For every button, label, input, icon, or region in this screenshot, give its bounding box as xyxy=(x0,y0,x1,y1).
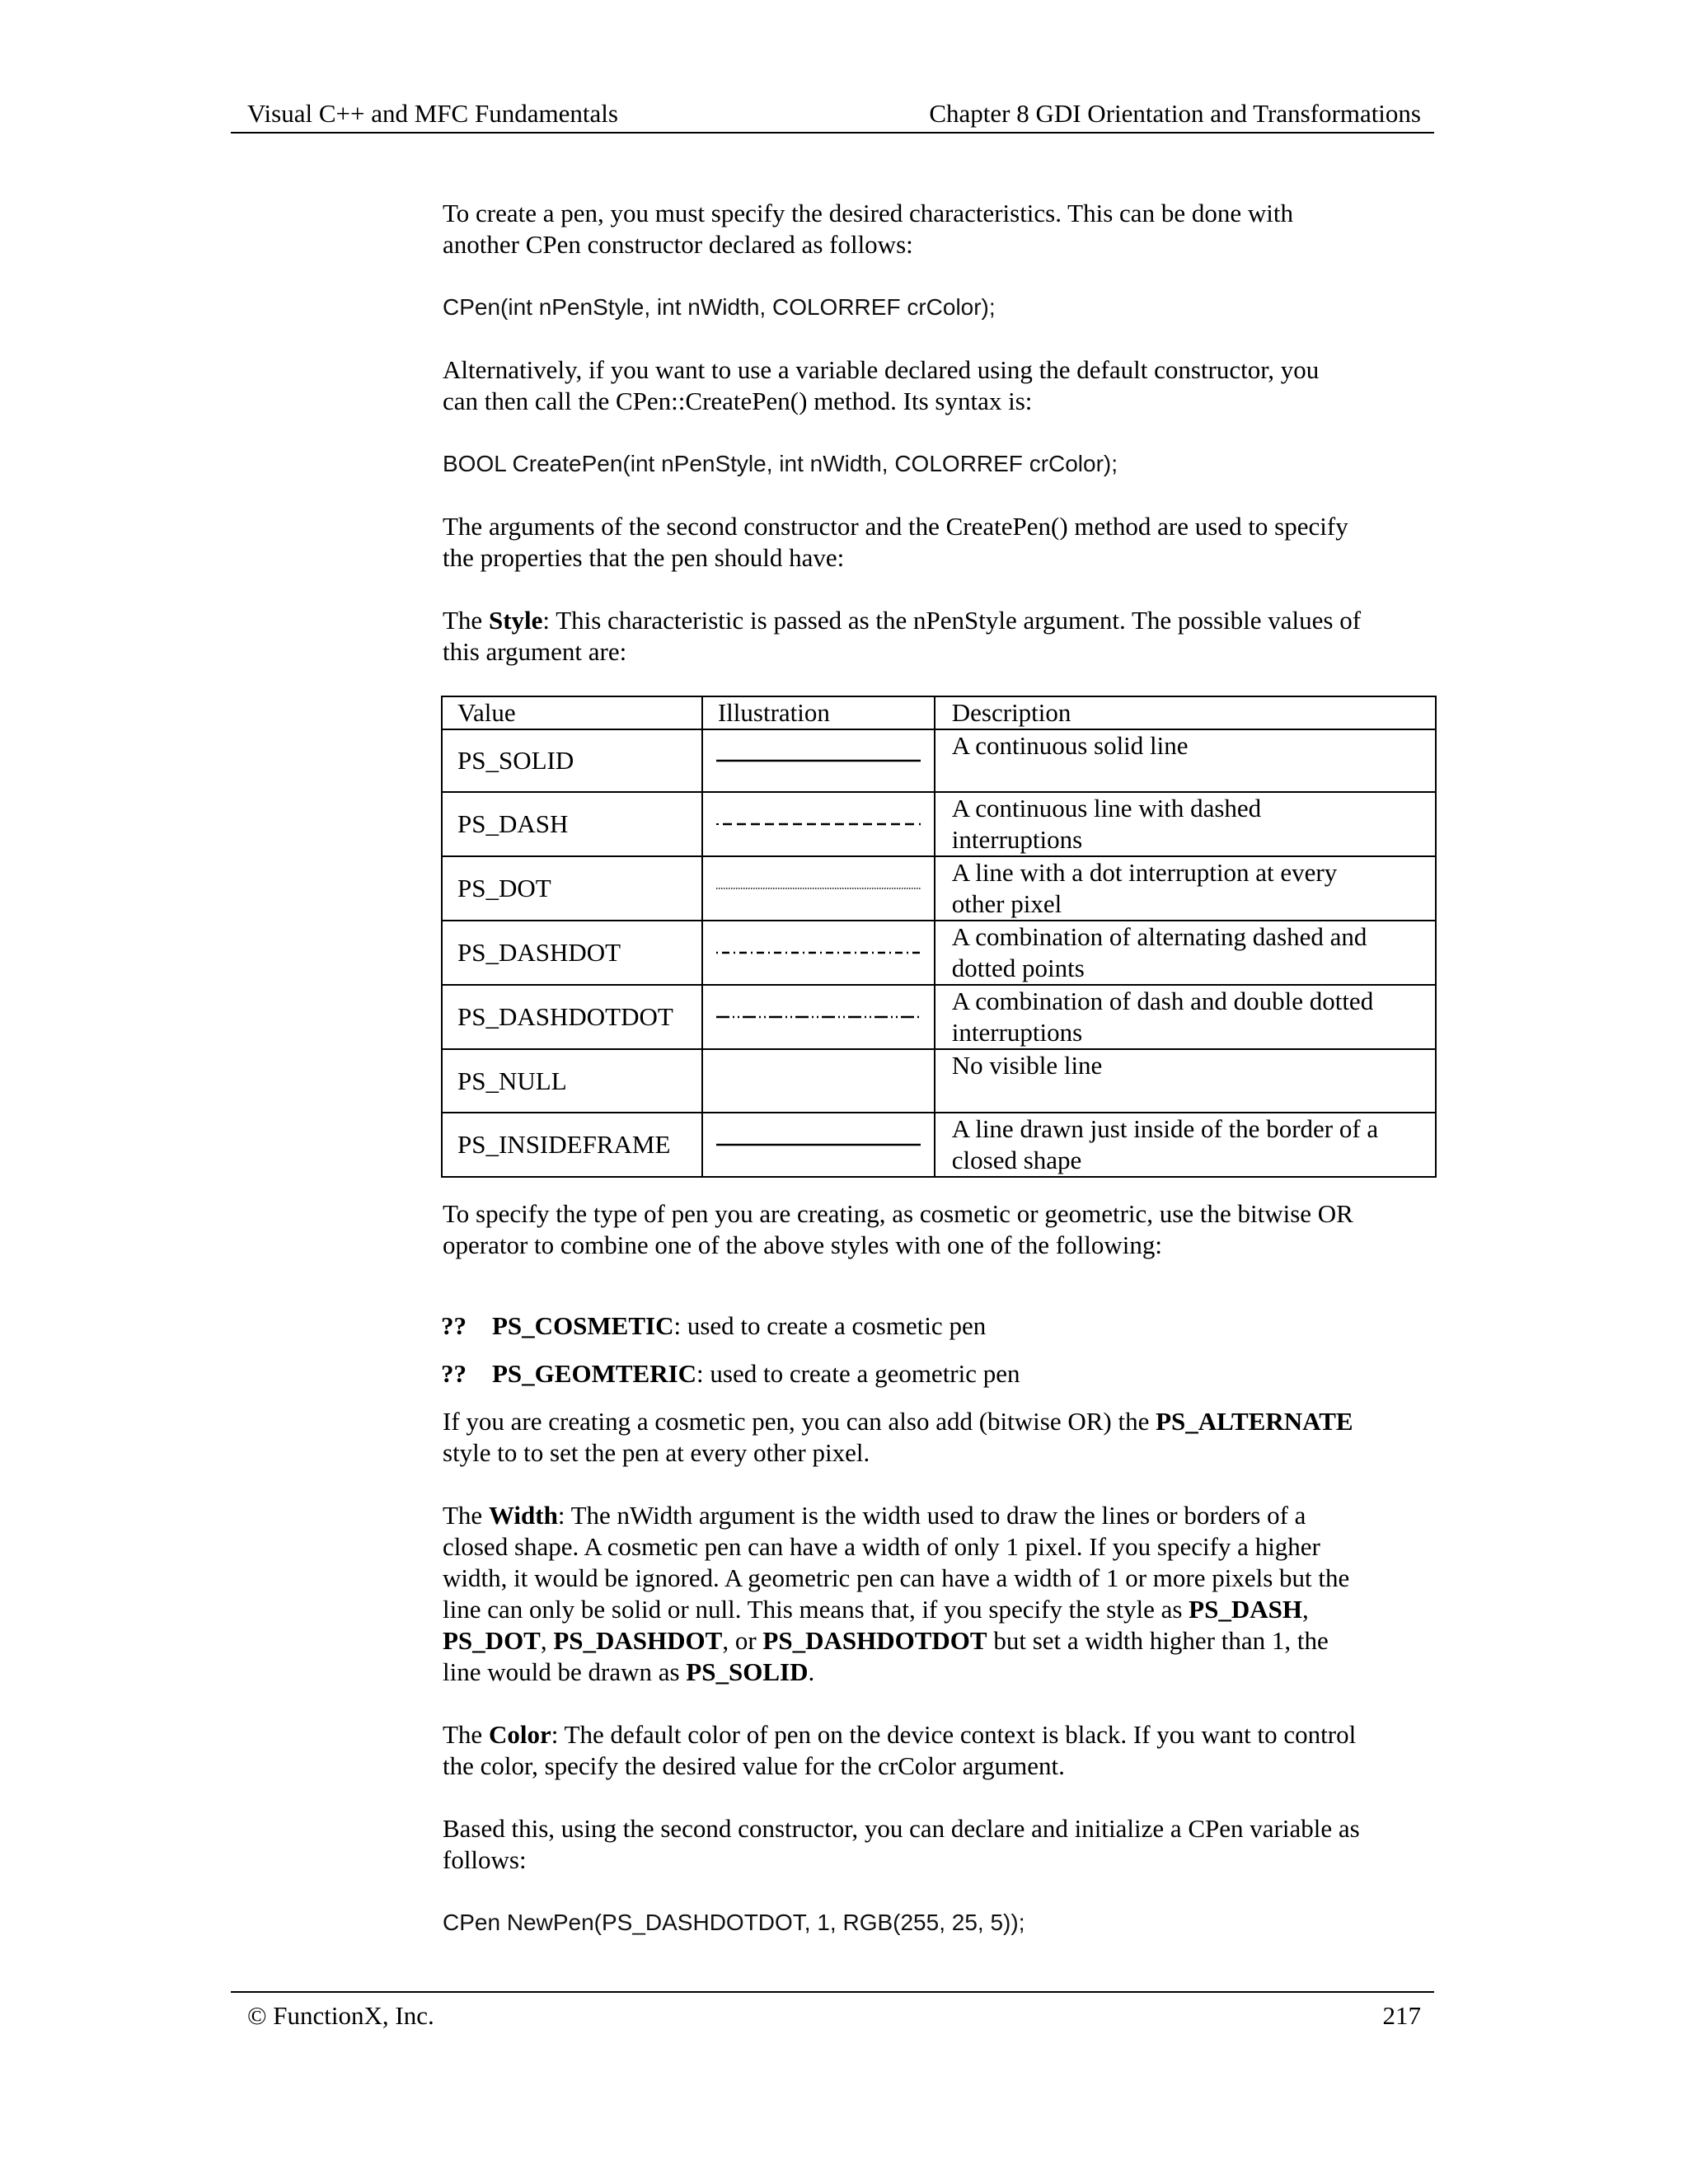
width-line-1: The Width: The nWidth argument is the width used to draw the lines or borders of a xyxy=(443,1501,1306,1530)
width-line-4: line can only be solid or null. This means that, if you specify the style as PS_DASH, xyxy=(443,1595,1309,1624)
row-value: PS_SOLID xyxy=(442,729,702,792)
width-line-6: line would be drawn as PS_SOLID. xyxy=(443,1657,815,1686)
pen-styles-table xyxy=(441,696,1437,1178)
cosmetic-intro-line-1: To specify the type of pen you are creating, as cosmetic or geometric, use the bitwise OR xyxy=(443,1199,1353,1228)
based-line-2: follows: xyxy=(443,1845,527,1874)
arguments-paragraph xyxy=(443,511,1440,574)
bullet-mark: ?? xyxy=(441,1359,467,1388)
row-value: PS_NULL xyxy=(442,1049,702,1113)
row-description: A continuous line with dashed interruptions xyxy=(935,792,1436,856)
illustration-dashdot xyxy=(702,921,935,985)
cosmetic-intro-paragraph xyxy=(443,1198,1440,1261)
illustration-dot xyxy=(702,856,935,921)
alternate-line-2: style to to set the pen at every other pixel. xyxy=(443,1438,870,1467)
alternative-paragraph xyxy=(443,354,1440,417)
header-description: Description xyxy=(935,696,1436,729)
color-line-1: The Color: The default color of pen on the device context is black. If you want to control xyxy=(443,1720,1357,1749)
illustration-null xyxy=(702,1049,935,1113)
based-paragraph xyxy=(443,1813,1440,1876)
table-row xyxy=(442,921,1436,985)
style-line-1: The Style: This characteristic is passed as the nPenStyle argument. The possible values of xyxy=(443,606,1362,635)
row-value: PS_DASHDOT xyxy=(442,921,702,985)
header-value: Value xyxy=(442,696,702,729)
row-description: A combination of dash and double dotted interruptions xyxy=(935,985,1436,1049)
row-value: PS_DASHDOTDOT xyxy=(442,985,702,1049)
intro-paragraph xyxy=(443,198,1440,260)
color-paragraph xyxy=(443,1719,1440,1782)
width-line-3: width, it would be ignored. A geometric pen can have a width of 1 or more pixels but the xyxy=(443,1563,1350,1592)
args-line-2: the properties that the pen should have: xyxy=(443,543,845,572)
illustration-solid xyxy=(702,729,935,792)
row-value: PS_DASH xyxy=(442,792,702,856)
illustration-insideframe xyxy=(702,1113,935,1177)
table-row xyxy=(442,729,1436,792)
code-line: CPen(int nPenStyle, int nWidth, COLORREF crColor); xyxy=(443,294,996,320)
width-line-2: closed shape. A cosmetic pen can have a width of only 1 pixel. If you specify a higher xyxy=(443,1532,1320,1561)
code-line: BOOL CreatePen(int nPenStyle, int nWidth, COLORREF crColor); xyxy=(443,451,1118,476)
bullet-geometric: ?? PS_GEOMTERIC: used to create a geometric pen xyxy=(441,1359,1020,1388)
style-paragraph xyxy=(443,605,1440,668)
alt-line-1: Alternatively, if you want to use a variable declared using the default constructor, you xyxy=(443,355,1320,384)
cosmetic-intro-line-2: operator to combine one of the above styles with one of the following: xyxy=(443,1230,1162,1259)
row-description: A combination of alternating dashed and dotted points xyxy=(935,921,1436,985)
header-illustration: Illustration xyxy=(702,696,935,729)
table-header-row xyxy=(442,696,1436,729)
table-row xyxy=(442,1049,1436,1113)
alt-line-2: can then call the CPen::CreatePen() method. Its syntax is: xyxy=(443,387,1033,415)
width-line-5: PS_DOT, PS_DASHDOT, or PS_DASHDOTDOT but set a width higher than 1, the xyxy=(443,1626,1329,1655)
style-line-2: this argument are: xyxy=(443,637,627,666)
illustration-dash xyxy=(702,792,935,856)
page-number: 217 xyxy=(1382,2001,1421,2030)
alternate-paragraph xyxy=(443,1406,1440,1469)
page-header xyxy=(231,97,1434,134)
table-row xyxy=(442,792,1436,856)
code-constructor xyxy=(443,292,1440,323)
bullet-mark: ?? xyxy=(441,1311,467,1340)
row-value: PS_INSIDEFRAME xyxy=(442,1113,702,1177)
intro-line-1: To create a pen, you must specify the desired characteristics. This can be done with xyxy=(443,199,1293,227)
based-line-1: Based this, using the second constructor, you can declare and initialize a CPen variable as xyxy=(443,1814,1360,1843)
alternate-line-1: If you are creating a cosmetic pen, you can also add (bitwise OR) the PS_ALTERNATE xyxy=(443,1407,1353,1436)
table-row xyxy=(442,1113,1436,1177)
row-description: A line with a dot interruption at every other pixel xyxy=(935,856,1436,921)
row-description: No visible line xyxy=(935,1049,1436,1113)
row-description: A line drawn just inside of the border of a closed shape xyxy=(935,1113,1436,1177)
illustration-dashdotdot xyxy=(702,985,935,1049)
copyright: © FunctionX, Inc. xyxy=(247,2001,434,2030)
color-line-2: the color, specify the desired value for the crColor argument. xyxy=(443,1751,1065,1780)
row-value: PS_DOT xyxy=(442,856,702,921)
table-row xyxy=(442,985,1436,1049)
page-footer xyxy=(231,1991,1434,2030)
chapter-title: Chapter 8 GDI Orientation and Transformations xyxy=(929,99,1421,128)
code-newpen xyxy=(443,1907,1440,1938)
bullet-cosmetic: ?? PS_COSMETIC: used to create a cosmetic pen xyxy=(441,1311,987,1340)
intro-line-2: another CPen constructor declared as follows: xyxy=(443,230,913,259)
args-line-1: The arguments of the second constructor and the CreatePen() method are used to specify xyxy=(443,512,1348,541)
book-title: Visual C++ and MFC Fundamentals xyxy=(247,99,618,128)
code-createpen xyxy=(443,448,1440,480)
width-paragraph xyxy=(443,1500,1440,1688)
row-description: A continuous solid line xyxy=(935,729,1436,792)
code-line: CPen NewPen(PS_DASHDOTDOT, 1, RGB(255, 25, 5)); xyxy=(443,1910,1025,1935)
table-row xyxy=(442,856,1436,921)
